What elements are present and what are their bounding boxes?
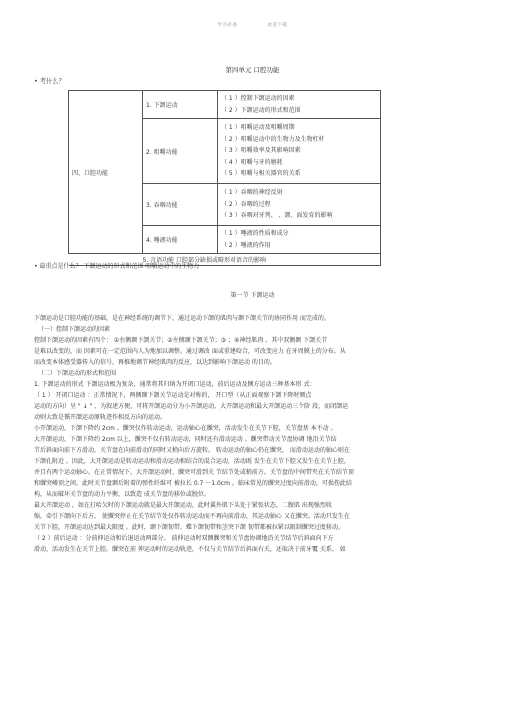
header-right-text: 欢迎下载 — [267, 23, 288, 28]
body-line: （二）下颌运动的形式和范围 — [38, 370, 117, 377]
body-line: 下颌运动是口腔功能的基础，是在神经系统的调节下，通过运动下颌的肌肉与颞下颌关节的协同作用 而完成的。 — [34, 315, 330, 322]
body-line: 关节下腔，开颌运动达到最大限度 。此时，颞下颌韧带、蝶下颌韧带和茎突下颌 韧带都被拉紧以限制髁突过度移动。 — [34, 524, 344, 531]
outline-topic: 3. 吞咽功能 — [143, 184, 218, 226]
outline-table — [68, 90, 381, 266]
body-line: 而改变本体感受器传入的信号，再推地调节神经肌肉的反应，以达到影响下颌运动 的目的。 — [34, 359, 276, 366]
body-line: 1. 下颌运动的形式 下颌运动极为复杂，通常将其归纳为开闭口运动，前后运动及侧方运动三种基本形 式： — [34, 381, 316, 388]
key-points: • 最重点是什么？ 下颌运动的形式和范围 咀嚼运动中的生物力 — [34, 263, 200, 270]
outline-root-cell: 四、口腔功能 — [69, 91, 143, 254]
outline-topic: 2. 咀嚼功能 — [143, 119, 218, 184]
section-title: 第一节 下颌运动 — [230, 292, 275, 299]
body-line: 控制下颌运动的因素有四个： ①右侧颞下颌关节；②左侧颞下颌关节；③ ；④神经肌肉 。其中双侧颞 下颌关节 — [34, 337, 328, 344]
outline-items — [218, 226, 381, 254]
outline-items — [218, 91, 381, 119]
body-line: 滑动，活动发生在关节上腔。髁突在前 伸运动时的运动轨迹，不仅与关节结节后斜面有关，还取决于前牙覆 关系。 如 — [34, 546, 346, 553]
outline-item: （ 1 ）控制下颌运动的因素 — [221, 95, 295, 103]
outline-item: （ 2 ）咀嚼运动中的生物力及生物杠杆 — [221, 135, 325, 143]
body-line: （ 2 ）前后运动 ：分前伸运动和后退运动两部分。 前伸运动时双侧髁突和关节盘协调地沿关节结节后斜面向下方 — [34, 535, 334, 542]
body-line: 是难以改变的，而 因素可在一定范围内人为地加以调整。通过调改 面或重建咬合，可改变应力 在牙周膜上的分布。从 — [34, 348, 346, 355]
body-line: 最大开颌运动 ，如在打哈欠时的下颌运动就是最大开颌运动，此时翼外肌下头处于紧张状态，二腹肌 出现强烈收 — [34, 502, 332, 509]
outline-items — [218, 119, 381, 184]
outline-items — [218, 184, 381, 226]
body-line: 构，从而破坏关节盘的动力平衡，以致造 成关节盘的移位或脱位。 — [34, 491, 210, 498]
outline-row — [69, 91, 381, 119]
outline-item: （ 2 ）下颌运动的形式和范围 — [221, 106, 301, 114]
body-line: 运动的方向）呈 " ↓ " ，为叙述方便，可将开颌运动分为小开颌运动，大开颌运动和最大开颌运动三个阶 段，而闭颌运 — [34, 403, 349, 410]
unit-title: 第四单元 口腔功能 — [225, 66, 280, 74]
outline-item: （ 3 ）吞咽对牙列、 、颌、面发育的影响 — [221, 212, 333, 220]
body-line: 动则大致是循开颌运动原轨迹作相反方向的运动。 — [34, 414, 167, 421]
header-left-text: 学习必备 — [217, 23, 238, 28]
outline-item: （ 2 ）唾液的作用 — [221, 241, 271, 249]
body-line: 缩，牵引下颌向下后方， 使髁突停止在关节结节处仅作转动运动而不再向前滑动，其运动轴心 又在髁突。活动只发生在 — [34, 513, 350, 520]
outline-topic: 1. 下颌运动 — [143, 91, 218, 119]
body-line: 和髁突嵴顶之间，此时关节盘颞后附着的弹性纤维可 被拉长 0.7 ～1.0cm 。临床常见的髁突过度向前滑动，可损伤此结 — [34, 480, 352, 487]
outline-item: （ 4 ）咀嚼与牙的磨耗 — [221, 158, 283, 166]
body-line: 下颌孔附近 。因此，大开颌运动是转动运动和滑动运动相结合的混合运动，活动既 发生在关节下腔又发生在关节上腔， — [34, 458, 350, 465]
body-line: 大开颌运动，下颌下降约 2cm 以上，髁突不仅有转动运动，同时还有滑动运动 。髁突带动关节盘协调 地沿关节结 — [34, 436, 337, 443]
outline-item: （ 1 ）咀嚼运动及咀嚼周期 — [221, 124, 295, 132]
outline-item: （ 5 ）咀嚼与相关器官的关系 — [221, 170, 301, 178]
body-line: （ 1 ） 开闭口运动 ：正常情况下，两侧颞下颌关节运动是对称的， 开口型（从正面观察下颌下降时颏点 — [34, 392, 312, 399]
outline-last-row: 5. 言语功能 口腔部分缺损或畸形对语音的影响 — [69, 254, 381, 266]
outline-item: （ 1 ）吞咽的神经反射 — [221, 189, 283, 197]
body-line: （一）控制下颌运动的因素 — [38, 326, 111, 333]
kao-label: • 考什么？ — [34, 78, 65, 85]
outline-item: （ 1 ）唾液的性质和成分 — [221, 230, 289, 238]
body-line: 并且有两个运动轴心。在正常情况下，大开颌运动时，髁突可滑到关 节结节处或稍前方。关节盘的中间带夹在关节结节顶 — [34, 469, 354, 476]
outline-item: （ 2 ）吞咽的过程 — [221, 200, 271, 208]
body-line: 小开颌运动，下颌下降约 2cm 。髁突仅作转动运动，运动轴心在髁突，活动发生在关节下腔，关节盘基 本不动 。 — [34, 425, 337, 432]
outline-topic: 4. 唾液功能 — [143, 226, 218, 254]
outline-item: （ 3 ）咀嚼效率及其影响因素 — [221, 147, 301, 155]
body-line: 节后斜面向前下方滑动，关节盘在向前滑动的同时又稍向后方旋转。 转动运动的轴心仍在髁突， 而滑动运动的轴心则在 — [34, 447, 350, 454]
page-header — [0, 22, 505, 28]
